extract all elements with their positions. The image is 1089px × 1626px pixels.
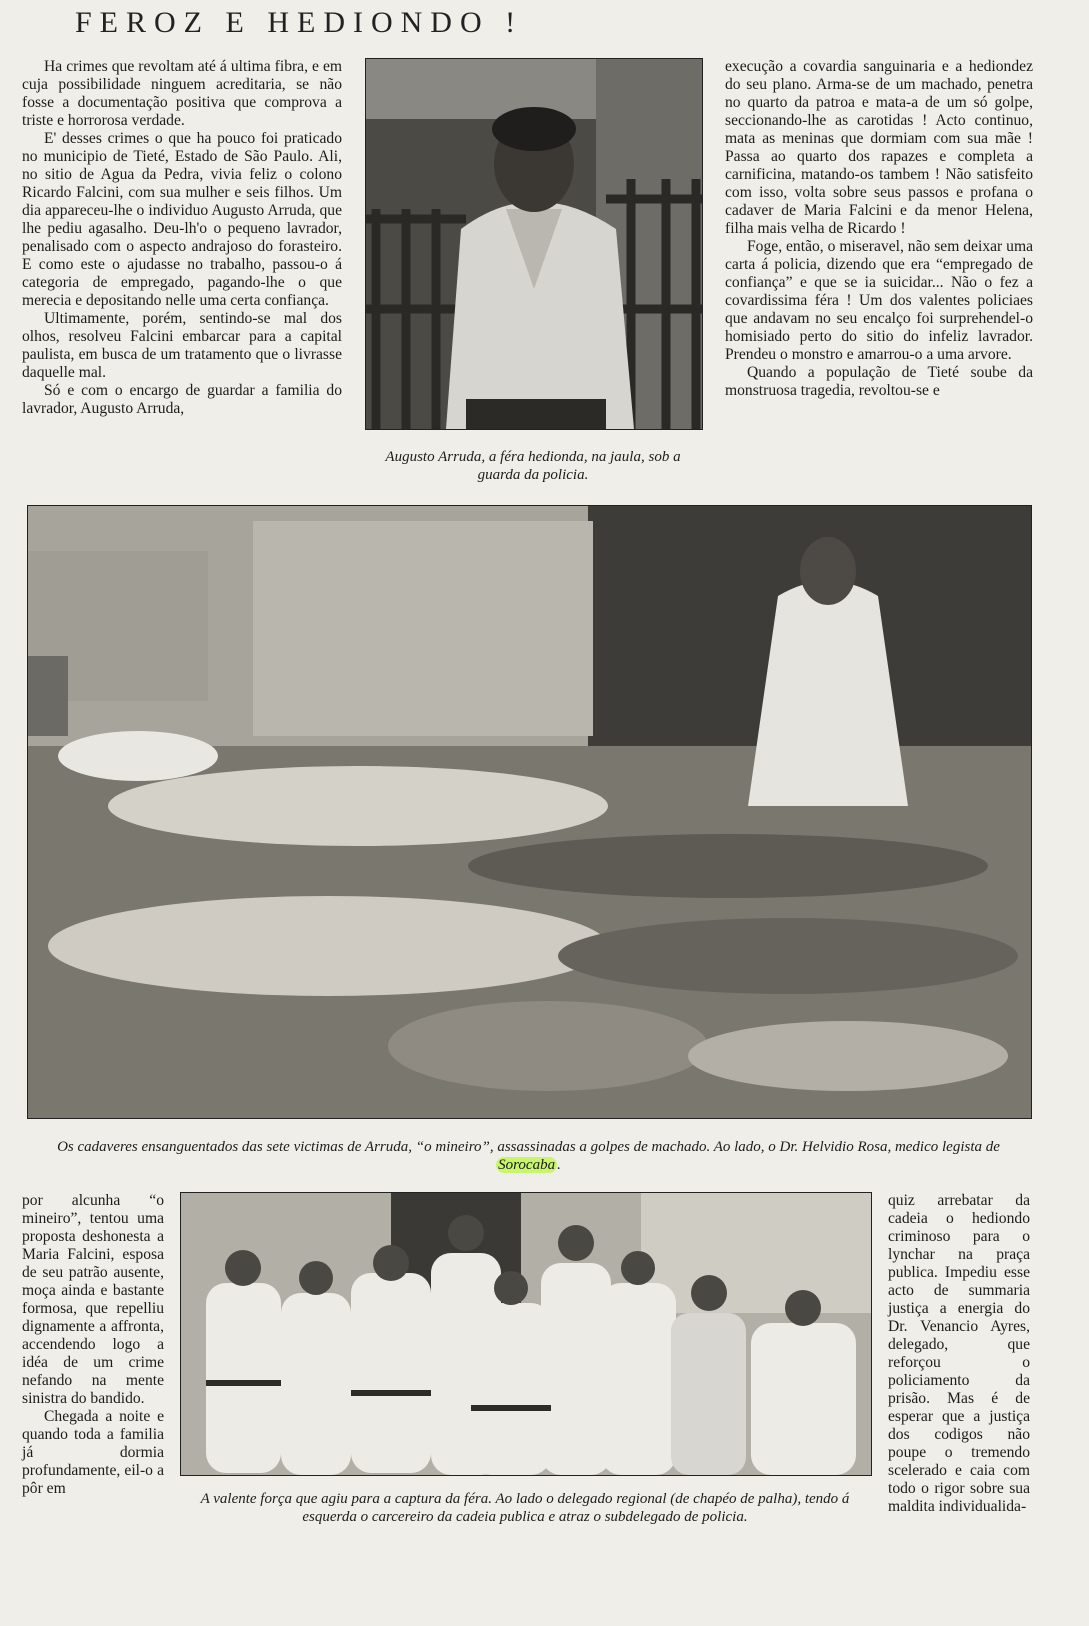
paragraph: E' desses crimes o que ha pouco foi praticado no municipio de Tieté, Estado de São Paulo. Ali, no sitio de Agua da Pedra, vivia feliz o colono Ricardo Falcini, com sua mulher e seis filhos. Um dia appareceu-lhe o individuo Augusto Arruda, que lhe pediu agasalho. Deu-lh'o o pequeno lavrador, penalisado com o aspecto andrajoso do forasteiro. E como este o ajudasse no trabalho, passou-o á categoria de empregado, pagando-lhe o que merecia e depositando nelle uma certa confiança. xyxy=(22,130,342,309)
page-title: FEROZ E HEDIONDO ! xyxy=(75,6,524,39)
prisoner-illustration xyxy=(366,59,702,429)
prisoner-caption: Augusto Arruda, a féra hedionda, na jaula, sob a guarda da policia. xyxy=(385,449,681,483)
article-column-bottom-right xyxy=(888,1192,1030,1516)
paragraph: Ultimamente, porém, sentindo-se mal dos olhos, resolveu Falcini embarcar para a capital paulista, em busca de um tratamento que o livrasse daquelle mal. xyxy=(22,310,342,381)
police-illustration xyxy=(181,1193,871,1475)
police-caption: A valente força que agiu para a captura da féra. Ao lado o delegado regional (de chapéo de palha), tendo á esquerda o carcereiro da cadeia publica e atraz o subdelegado de policia. xyxy=(200,1491,850,1525)
prisoner-photo xyxy=(365,58,703,430)
victims-caption xyxy=(27,1138,1030,1174)
victims-caption-text: Os cadaveres ensanguentados das sete victimas de Arruda, “o mineiro”, assassinadas a golpes de machado. Ao lado, o Dr. Helvidio Rosa, medico legista de xyxy=(57,1139,1000,1155)
paragraph: quiz arrebatar da cadeia o hediondo criminoso para o lynchar na praça publica. Impediu esse acto de summaria justiça a energia do Dr. Venancio Ayres, delegado, que reforçou o policiamento da prisão. Mas é de esperar que a justiça dos codigos não poupe o tremendo scelerado e caia com todo o rigor sobre sua maldita individualida- xyxy=(888,1192,1030,1515)
paragraph: Ha crimes que revoltam até á ultima fibra, e em cuja possibilidade ninguem acreditaria, se não fosse a documentação positiva que comprova a triste e horrorosa verdade. xyxy=(22,58,342,129)
paragraph: execução a covardia sanguinaria e a hediondez do seu plano. Arma-se de um machado, penetra no quarto da patroa e mata-a de um só golpe, seccionando-lhe as carotidas ! Acto continuo, mata as meninas que dormiam com sua mãe ! Passa ao quarto dos rapazes e completa a carnificina, matando-os tambem ! Não satisfeito com isso, volta sobre seus passos e profana o cadaver de Maria Falcini e da menor Helena, filha mais velha de Ricardo ! xyxy=(725,58,1033,237)
paragraph: Quando a população de Tieté soube da monstruosa tragedia, revoltou-se e xyxy=(725,364,1033,399)
article-column-3 xyxy=(725,58,1033,400)
article-column-bottom-left xyxy=(22,1192,164,1498)
article-column-1 xyxy=(22,58,342,418)
victims-illustration xyxy=(28,506,1031,1118)
highlighted-word: Sorocaba xyxy=(498,1157,556,1173)
paragraph: Foge, então, o miseravel, não sem deixar uma carta á policia, dizendo que era “empregado de confiança” e que se ia suicidar... Não o fez a covardissima féra ! Um dos valentes policiaes que andavam no seu encalço foi surprehendel-o homisiado perto do sitio do infeliz lavrador. Prendeu o monstro e amarrou-o a uma arvore. xyxy=(725,238,1033,363)
paragraph: Só e com o encargo de guardar a familia do lavrador, Augusto Arruda, xyxy=(22,382,342,417)
police-photo xyxy=(180,1192,872,1476)
victims-caption-end: . xyxy=(557,1157,561,1173)
paragraph: Chegada a noite e quando toda a familia já dormia profundamente, eil-o a pôr em xyxy=(22,1408,164,1497)
paragraph: por alcunha “o mineiro”, tentou uma proposta deshonesta a Maria Falcini, esposa de seu patrão ausente, moça ainda e bastante formosa, que repelliu dignamente a affronta, accendendo logo a idéa de um crime nefando na mente sinistra do bandido. xyxy=(22,1192,164,1407)
victims-photo xyxy=(27,505,1032,1119)
